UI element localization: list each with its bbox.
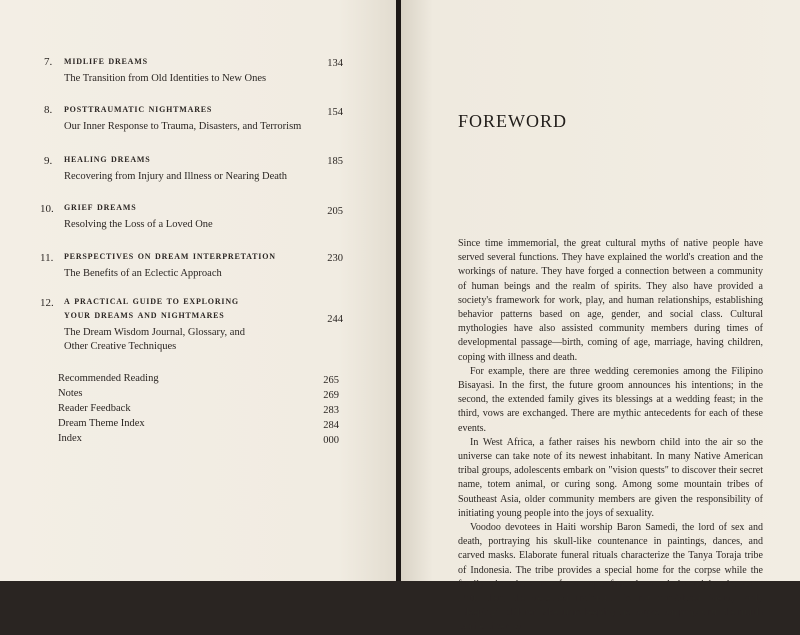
back-matter-label: Notes: [58, 388, 83, 399]
back-matter-label: Recommended Reading: [58, 373, 159, 384]
chapter-page: 230: [327, 253, 343, 264]
chapter-subtitle: Our Inner Response to Trauma, Disasters, and Terrorism: [64, 121, 302, 132]
chapter-subtitle-line2: Other Creative Techniques: [64, 341, 177, 352]
back-matter-label: Reader Feedback: [58, 403, 131, 414]
chapter-subtitle: Resolving the Loss of a Loved One: [64, 219, 213, 230]
chapter-title: healing dreams: [64, 153, 151, 165]
chapter-page: 185: [327, 156, 343, 167]
foreword-body: [458, 237, 763, 635]
chapter-title-line2: your dreams and nightmares: [64, 309, 225, 321]
back-matter-label: Dream Theme Index: [58, 418, 145, 429]
chapter-page: 205: [327, 206, 343, 217]
paragraph: For example, there are three wedding ceremonies among the Filipino Bisayasi. In the first, the future groom announces his intentions; in the second, the extended family gives its blessings at a wedding feast; in the third, vows are exchanged. There are mythic antecedents for each of these events.: [458, 365, 763, 434]
foreword-heading: foreword: [458, 106, 568, 133]
chapter-number: 8.: [44, 104, 53, 116]
back-matter-page: 284: [323, 420, 339, 431]
chapter-number: 10.: [40, 203, 54, 215]
back-matter-label: Index: [58, 433, 82, 444]
left-page-toc: [0, 0, 398, 581]
chapter-subtitle: The Benefits of an Eclectic Approach: [64, 268, 222, 279]
chapter-number: 9.: [44, 155, 53, 167]
chapter-subtitle: The Transition from Old Identities to New Ones: [64, 73, 267, 84]
chapter-title: posttraumatic nightmares: [64, 103, 213, 115]
chapter-page: 154: [327, 107, 343, 118]
chapter-page: 244: [327, 314, 343, 325]
chapter-number: 7.: [44, 56, 53, 68]
chapter-title: grief dreams: [64, 201, 137, 213]
back-matter-page: 000: [323, 435, 339, 446]
chapter-title: perspectives on dream interpretation: [64, 250, 276, 262]
chapter-page: 134: [327, 58, 343, 69]
chapter-number: 11.: [40, 252, 54, 264]
back-matter-page: 265: [323, 375, 339, 386]
chapter-title: a practical guide to exploring: [64, 295, 239, 307]
paragraph: Since time immemorial, the great cultural myths of native people have served several functions. They have explained the world's creation and the workings of nature. They have forged a connection between a community of human beings and the realm of spirits. They also have provided a society's framework for work, play, and human relationships, establishing behavior patterns based on age, gender, and social class. Cultural mythologies have also assisted community members during times of developmental passage—birth, coming of age, marriage, having children, coping with illness and death.: [458, 238, 763, 363]
chapter-subtitle: Recovering from Injury and Illness or Nearing Death: [64, 171, 288, 182]
right-page-foreword: [401, 0, 800, 633]
chapter-title: midlife dreams: [64, 55, 148, 67]
paragraph: In West Africa, a father raises his newborn child into the air so the universe can take note of its newest inhabitant. In many Native American tribal groups, adolescents embark on "vision quests" to discover their secret name, totem animal, or curing song. Among some mountain tribes of Southeast Asia, older community members are given the responsibility of initiating young people into the joys of sexuality.: [458, 436, 763, 519]
back-matter-page: 283: [323, 405, 339, 416]
back-matter-page: 269: [323, 390, 339, 401]
paragraph: Voodoo devotees in Haiti worship Baron Samedi, the lord of sex and death, portraying his skull-like countenance in paintings, dances, and carved masks. Elaborate funeral rituals characterize the Tanya Toraja tribe of Indonesia. The tribe provides a special home for the corpse while the family raises the money for a proper funeral—a task that might take years. Until then, the deceased individual is not considered "dead," only "sleeping"; children take turns keeping the corpse company until the rituals can be observed.: [458, 522, 763, 633]
chapter-number: 12.: [40, 297, 54, 309]
chapter-subtitle: The Dream Wisdom Journal, Glossary, and: [64, 327, 245, 338]
